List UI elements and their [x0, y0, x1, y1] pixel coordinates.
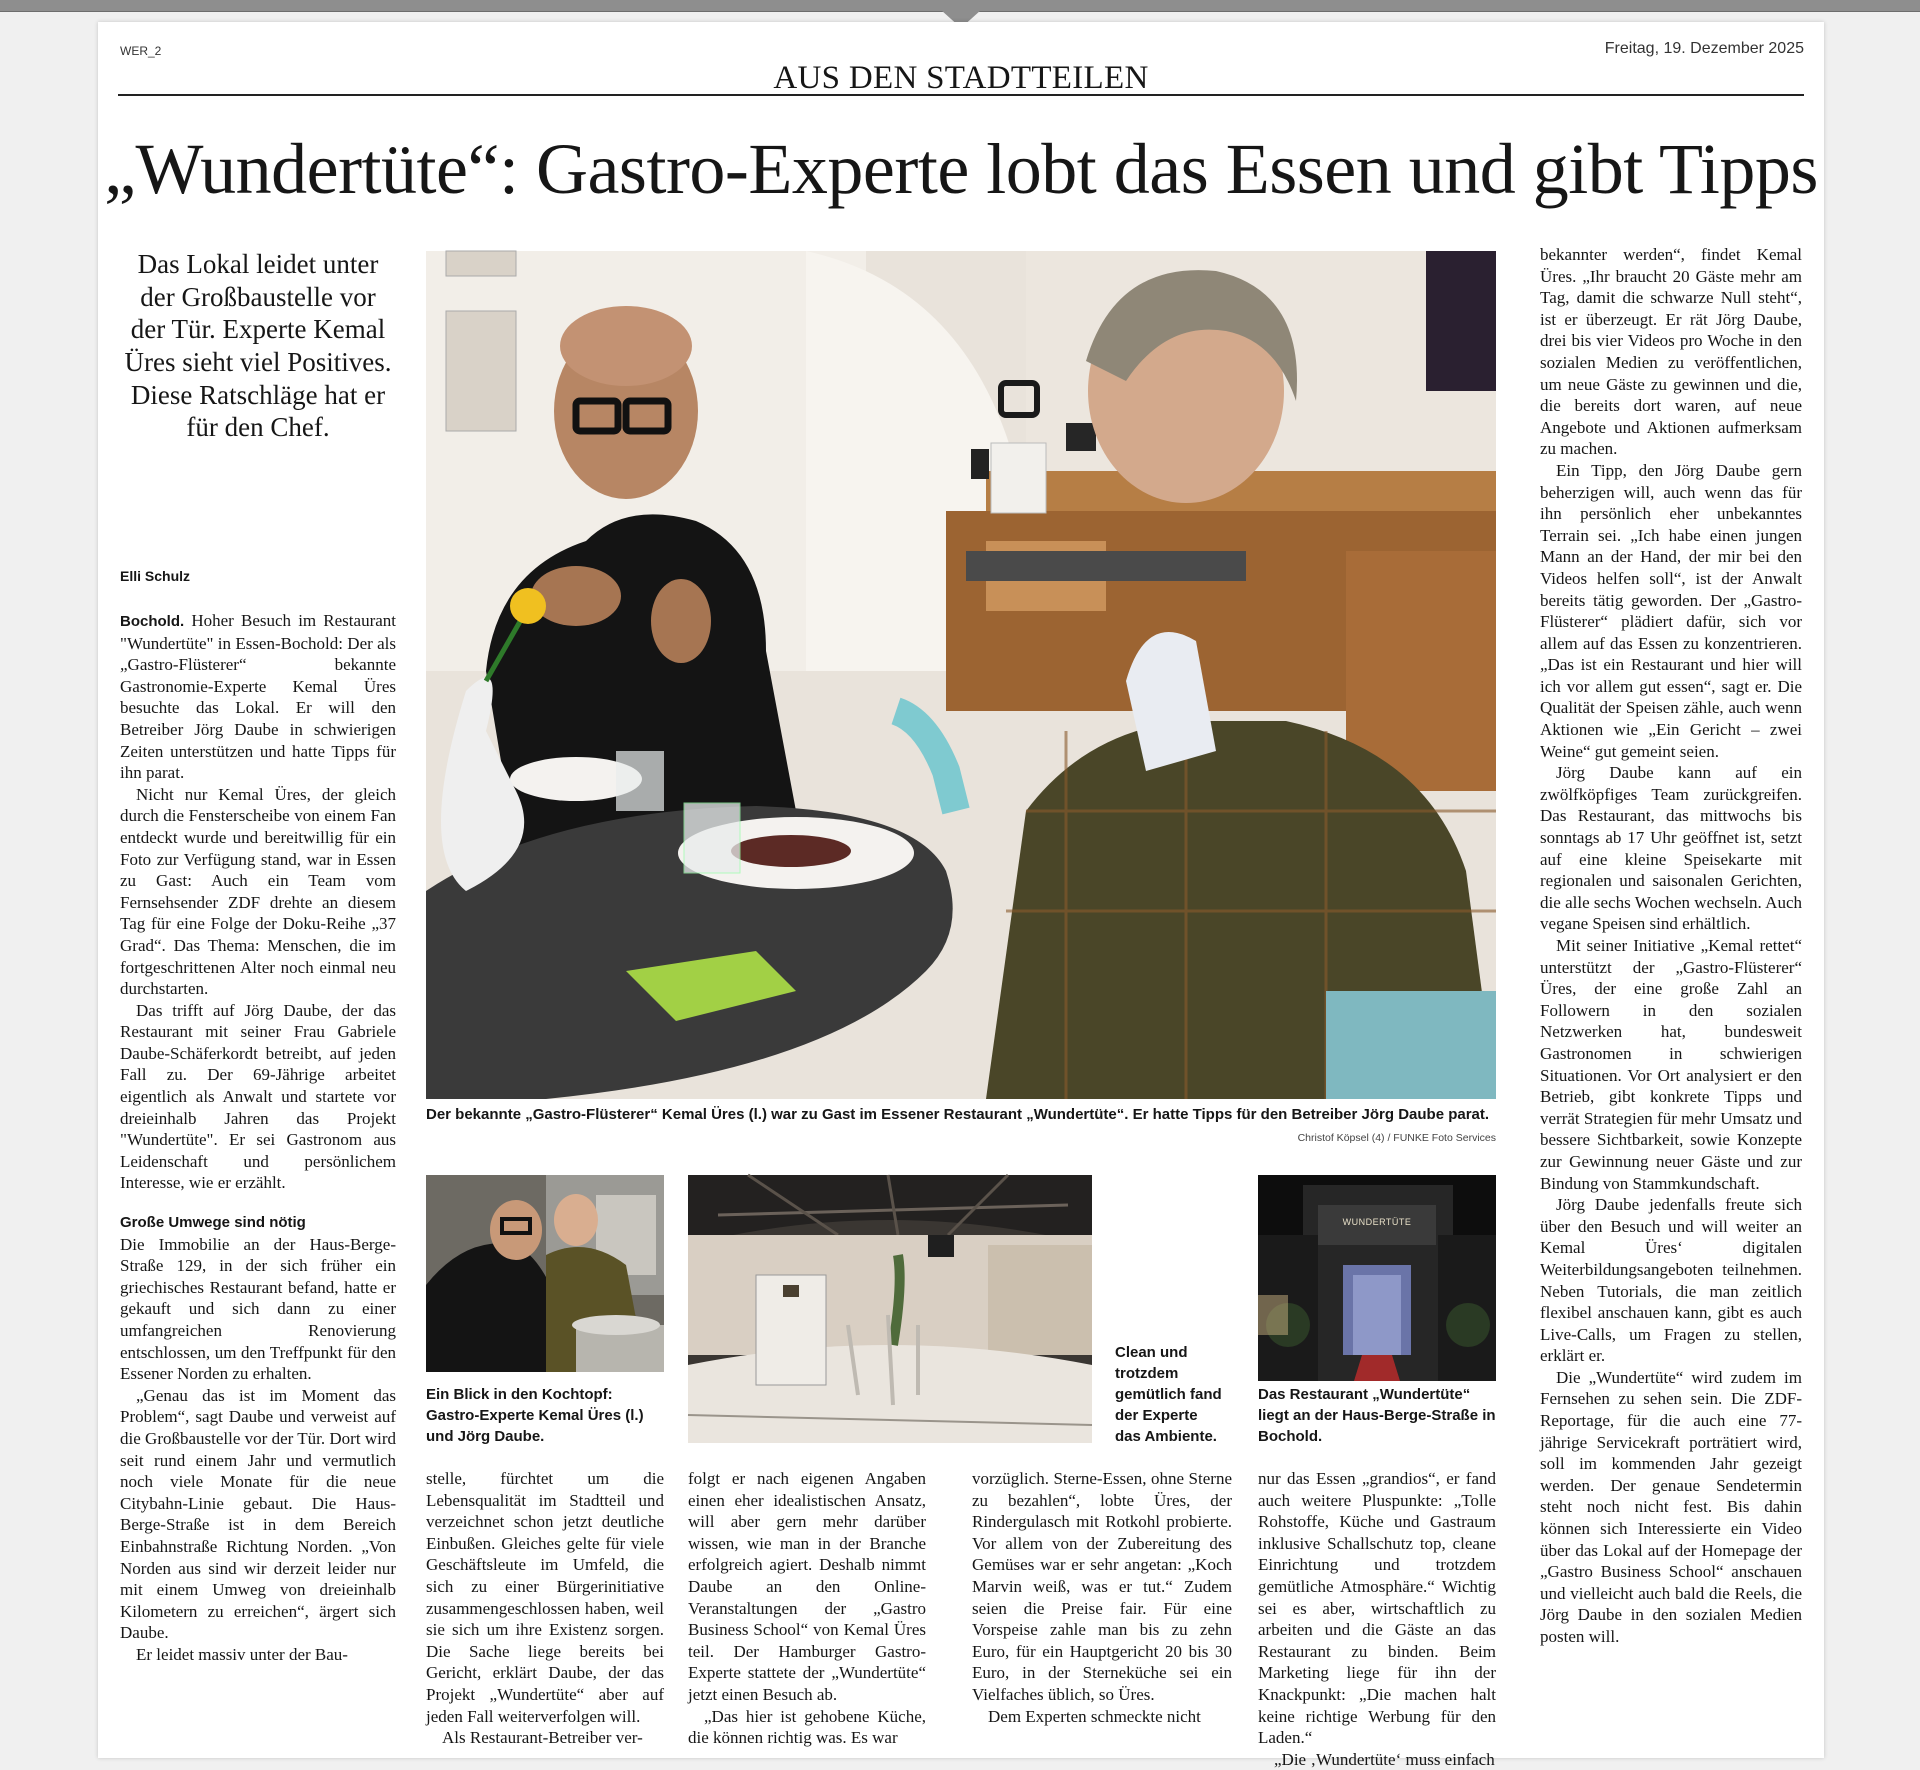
kitchen-photo-caption: Ein Blick in den Kochtopf: Gastro-Experte Kemal Üres (l.) und Jörg Daube.: [426, 1386, 644, 1445]
header-rule: [118, 94, 1804, 96]
paragraph: Nicht nur Kemal Üres, der gleich durch die Fensterscheibe von einem Fan entdeckt wurde und bereitwillig für ein Foto zur Verfügung stand, war in Essen zu Gast: Auch ein Team vom Fernsehsender ZDF drehte an diesem Tag für eine Folge der Doku-Reihe „37 Grad“. Das Thema: Menschen, die im fortgeschrittenen Alter noch einmal neu durchstarten.: [120, 784, 396, 999]
paragraph: stelle, fürchtet um die Lebensqualität im Stadtteil und verzeichnet schon jetzt deutliche Einbußen. Gleiches gelte für viele Geschäftsleute im Umfeld, die sich zu einer Bürgerinitiative zusammengeschlossen haben, weil sie sich um ihre Existenz sorgen. Die Sache liege bereits bei Gericht, erklärt Daube, der das Projekt „Wundertüte“ aber auf jeden Fall weiterverfolgen will.: [426, 1469, 664, 1726]
issue-date: Freitag, 19. Dezember 2025: [1604, 40, 1804, 57]
exterior-photo-caption: Das Restaurant „Wundertüte“ liegt an der Haus-Berge-Straße in Bochold.: [1258, 1386, 1496, 1445]
paragraph: Jörg Daube jedenfalls freute sich über den Besuch und will weiter an Kemal Üres‘ digitalen Weiterbildungsangeboten teilnehmen. Neben Tutorials, die man zeitlich flexibel anschauen kann, gibt es auch Live-Calls, um Fragen zu stellen, erklärt er.: [1540, 1195, 1802, 1366]
paragraph: Die „Wundertüte“ wird zudem im Fernsehen zu sehen sein. Die ZDF-Reportage, für die auch eine 77-jährige Servicekraft porträtiert wird, soll im kommenden Jahr gezeigt werden. Der genaue Sendetermin steht noch nicht fest. Bis dahin können sich Interessierte ein Video über das Lokal auf der Homepage der „Gastro Business School“ anschauen und vielleicht auch bald die Reels, die Jörg Daube in den sozialen Medien posten will.: [1540, 1367, 1802, 1646]
main-photo: [426, 251, 1496, 1099]
article-column-3: [688, 1468, 926, 1749]
section-title: AUS DEN STADTTEILEN: [773, 60, 1149, 96]
paragraph: Jörg Daube kann auf ein zwölfköpfiges Team zurückgreifen. Das Restaurant, das mittwochs bis sonntags ab 17 Uhr geöffnet ist, setzt auf eine kleine Speisekarte mit regionalen und saisonalen Gerichten, die alle sechs Wochen wechseln. Auch vegane Speisen sind erhältlich.: [1540, 763, 1802, 934]
article-column-4: [972, 1468, 1232, 1727]
edition-code: WER_2: [120, 44, 162, 58]
ambience-photo: [688, 1175, 1092, 1443]
main-photo-caption: Der bekannte „Gastro-Flüsterer“ Kemal Üres (l.) war zu Gast im Essener Restaurant „Wundertüte“. Er hatte Tipps für den Betreiber Jörg Daube parat.: [426, 1106, 1490, 1123]
paragraph: „Das hier ist gehobene Küche, die können richtig was. Es war: [688, 1706, 926, 1748]
article-column-6: [1540, 244, 1802, 1648]
article-column-2: [426, 1468, 664, 1749]
paragraph: Er leidet massiv unter der Bau-: [136, 1644, 348, 1664]
photo-credit: Christof Köpsel (4) / FUNKE Foto Services: [1297, 1132, 1496, 1144]
paragraph: Die Immobilie an der Haus-Berge-Straße 129, in der sich früher ein griechisches Restaurant befand, hatte er gekauft und sich dann zu einer umfangreichen Renovierung entschlossen, um den Treffpunkt für den Essener Norden zu erhalten.: [120, 1234, 396, 1384]
subheading: Große Umwege sind nötig: [120, 1214, 306, 1232]
article-teaser: Das Lokal leidet unter der Großbaustelle vor der Tür. Experte Kemal Üres sieht viel Positives. Diese Ratschläge hat er für den Chef.: [124, 249, 392, 443]
paragraph: folgt er nach eigenen Angaben einen eher idealistischen Ansatz, will aber gern mehr darüber wissen, wie man in der Branche erfolgreich agiert. Deshalb nimmt Daube an den Online-Veranstaltungen der „Gastro Business School“ von Kemal Üres teil. Der Hamburger Gastro-Experte stattete der „Wundertüte“ jetzt einen Besuch ab.: [688, 1469, 926, 1704]
article-headline: „Wundertüte“: Gastro-Experte lobt das Essen und gibt Tipps: [104, 129, 1818, 209]
article-column-5: [1258, 1468, 1496, 1770]
article-column-1: [120, 610, 396, 1666]
paragraph: Mit seiner Initiative „Kemal rettet“ unterstützt der „Gastro-Flüsterer“ Üres, der eine große Zahl an Followern in den sozialen Netzwerken hat, bundesweit Gastronomen in schwierigen Situationen. Vor Ort analysiert er den Betrieb, gibt konkrete Tipps und verrät Strategien für mehr Umsatz und bessere Sichtbarkeit, sowie Konzepte zur Gewinnung neuer Gäste und zur Bindung von Stammkundschaft.: [1540, 936, 1802, 1193]
exterior-sign: WUNDERTÜTE: [1342, 1217, 1412, 1227]
paragraph: vorzüglich. Sterne-Essen, ohne Sterne zu bezahlen“, lobte Üres, der Rindergulasch mit Rotkohl probierte. Vor allem von der Zubereitung des Gemüses war er sehr angetan: „Koch Marvin weiß, was er tut.“ Zudem seien die Preise fair. Für eine Vorspeise zahle man bis zu zehn Euro, für ein Hauptgericht 20 bis 30 Euro, in der Sterneküche sei ein Vielfaches üblich, so Üres.: [972, 1469, 1232, 1704]
author-byline: Elli Schulz: [120, 568, 191, 584]
paragraph: „Genau das ist im Moment das Problem“, sagt Daube und verweist auf die Großbaustelle vor der Tür. Dort wird seit rund einem Jahr und vermutlich noch viele Monate für die neue Citybahn-Linie gebaut. Die Haus-Berge-Straße ist in dem Bereich Einbahnstraße Richtung Norden. „Von Norden aus sind wir derzeit leider nur mit einem Umweg von dreieinhalb Kilometern zu erreichen“, ärgert sich Daube.: [120, 1385, 396, 1643]
paragraph: nur das Essen „grandios“, er fand auch weitere Pluspunkte: „Tolle Rohstoffe, Küche und Gastraum inklusive Schallschutz top, cleane Einrichtung und trotzdem gemütliche Atmosphäre.“ Wichtig sei es aber, wirtschaftlich zu arbeiten und die Gäste an das Restaurant zu binden. Beim Marketing liege für ihn der Knackpunkt: „Die machen halt keine richtige Werbung für den Laden.“: [1258, 1469, 1496, 1748]
paragraph: Dem Experten schmeckte nicht: [988, 1706, 1201, 1726]
kitchen-photo: [426, 1175, 664, 1372]
newspaper-page: [98, 22, 1824, 1769]
dateline: Bochold.: [120, 613, 185, 630]
paragraph: Ein Tipp, den Jörg Daube gern beherzigen will, auch wenn das für ihn persönlich eher unbekanntes Terrain sei. „Ich habe einen jungen Mann an der Hand, der mir bei den Videos helfen soll“, ist der Anwalt bereits tätig geworden. Der „Gastro-Flüsterer“ plädiert dafür, sich vor allem auf das Essen zu konzentrieren. „Das ist ein Restaurant und hier will ich vor allem gut essen“, sagt er. Die Qualität der Speisen zähle, auch wenn Aktionen wie „Ein Gericht – zwei Weine“ gut gemeint seien.: [1540, 460, 1802, 761]
paragraph-text: Hoher Besuch im Restaurant "Wundertüte" in Essen-Bochold: Der als „Gastro-Flüsterer“ bekannte Gastronomie-Experte Kemal Üres besuchte das Lokal. Er will den Betreiber Jörg Daube in schwierigen Zeiten unterstützen und hatte Tipps für ihn parat.: [120, 611, 396, 783]
paragraph: „Die ‚Wundertüte‘ muss einfach: [1274, 1749, 1495, 1769]
paragraph: [120, 610, 396, 784]
ambience-photo-caption: Clean und trotzdem gemütlich fand der Experte das Ambiente.: [1115, 1344, 1222, 1445]
paragraph: Das trifft auf Jörg Daube, der das Restaurant mit seiner Frau Gabriele Daube-Schäferkordt betreibt, auf jeden Fall zu. Der 69-Jährige arbeitet eigentlich als Anwalt und startete vor dreieinhalb Jahren das Projekt "Wundertüte". Er sei Gastronom aus Leidenschaft und persönlichem Interesse, wie er erzählt.: [120, 1000, 396, 1193]
exterior-photo: [1258, 1175, 1496, 1381]
paragraph: Als Restaurant-Betreiber ver-: [442, 1728, 643, 1748]
paragraph: bekannter werden“, findet Kemal Üres. „Ihr braucht 20 Gäste mehr am Tag, damit die schwarze Null steht“, ist er überzeugt. Er rät Jörg Daube, drei bis vier Videos pro Woche in den sozialen Medien zu veröffentlichen, um neue Gäste zu gewinnen und die, die bereits dort waren, auf neue Angebote und Aktionen aufmerksam zu machen.: [1540, 245, 1802, 459]
